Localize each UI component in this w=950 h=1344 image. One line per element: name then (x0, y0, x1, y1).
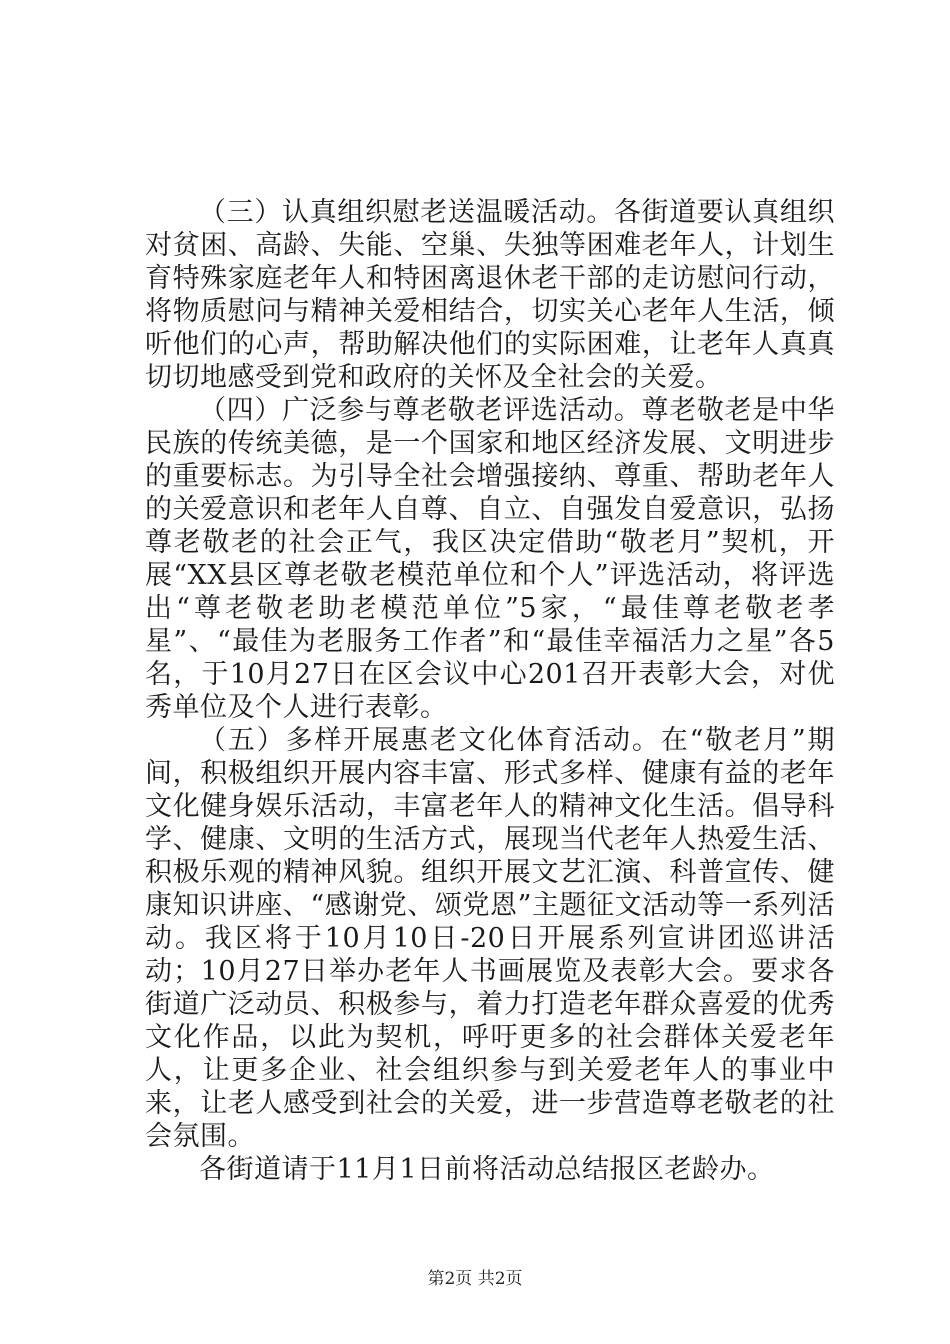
paragraph-section-5: （五）多样开展惠老文化体育活动。在“敬老月”期间，积极组织开展内容丰富、形式多样、健康有益的老年文化健身娱乐活动，丰富老年人的精神文化生活。倡导科学、健康、文明的生活方式，展现当代老年人热爱生活、积极乐观的精神风貌。组织开展文艺汇演、科普宣传、健康知识讲座、“感谢党、颂党恩”主题征文活动等一系列活动。我区将于10月10日-20日开展系列宣讲团巡讲活动；10月27日举办老年人书画展览及表彰大会。要求各街道广泛动员、积极参与，着力打造老年群众喜爱的优秀文化作品，以此为契机，呼吁更多的社会群体关爱老年人，让更多企业、社会组织参与到关爱老年人的事业中来，让老人感受到社会的关爱，进一步营造尊老敬老的社会氛围。 (145, 725, 835, 1152)
paragraph-closing-note: 各街道请于11月1日前将活动总结报区老龄办。 (199, 1154, 775, 1185)
paragraph-section-3: （三）认真组织慰老送温暖活动。各街道要认真组织对贫困、高龄、失能、空巢、失独等困难老年人，计划生育特殊家庭老年人和特困离退休老干部的走访慰问行动，将物质慰问与精神关爱相结合，切实关心老年人生活，倾听他们的心声，帮助解决他们的实际困难，让老年人真真切切地感受到党和政府的关怀及全社会的关爱。 (145, 197, 835, 393)
paragraph-section-4: （四）广泛参与尊老敬老评选活动。尊老敬老是中华民族的传统美德，是一个国家和地区经济发展、文明进步的重要标志。为引导全社会增强接纳、尊重、帮助老年人的关爱意识和老年人自尊、自立、自强发自爱意识，弘扬尊老敬老的社会正气，我区决定借助“敬老月”契机，开展“XX县区尊老敬老模范单位和个人”评选活动，将评选出“尊老敬老助老模范单位”5家，“最佳尊老敬老孝星”、“最佳为老服务工作者”和“最佳幸福活力之星”各5名，于10月27日在区会议中心201召开表彰大会，对优秀单位及个人进行表彰。 (145, 395, 835, 723)
page-number-footer: 第2页 共2页 (427, 1269, 523, 1289)
document-body (145, 196, 835, 1186)
